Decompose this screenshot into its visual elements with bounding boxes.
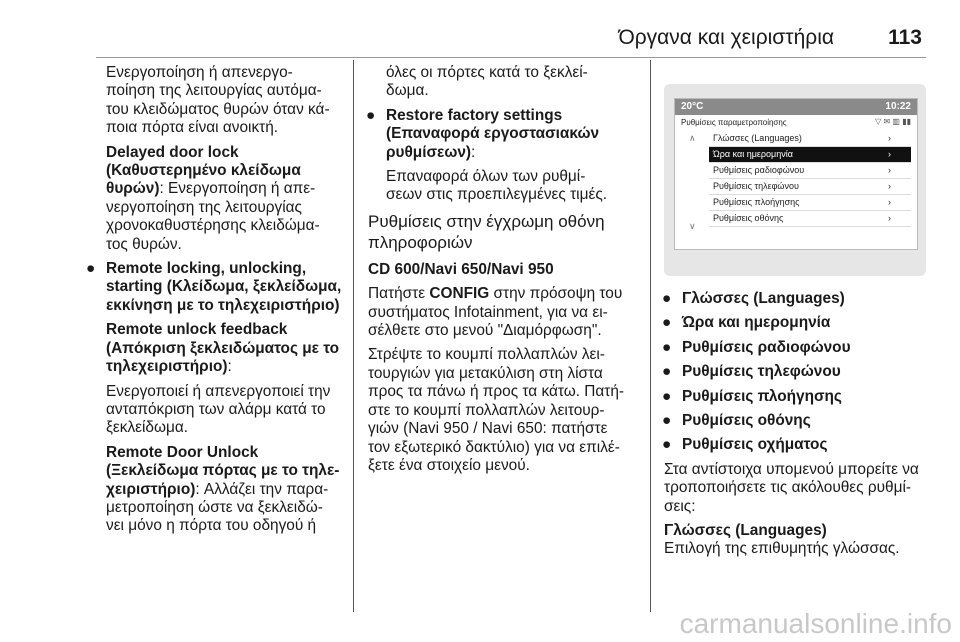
bullet-icon: ● — [662, 338, 672, 356]
settings-bullet-label: Ρυθμίσεις ραδιοφώνου — [682, 338, 851, 356]
column-divider-1 — [353, 60, 354, 612]
screen-subtitle: Ρυθμίσεις παραμετροποίησης — [681, 118, 787, 127]
screen-temperature: 20°C — [681, 101, 704, 112]
config-text-a: Πατήστε — [368, 285, 430, 303]
screen-status-bar — [675, 99, 917, 115]
restore-text: Επαναφορά όλων των ρυθμί- σεων στις προεπιλεγμένες τιμές. — [386, 168, 608, 204]
page-header — [0, 22, 960, 54]
screen-menu-item-label: Ρυθμίσεις ραδιοφώνου — [713, 165, 805, 175]
submenu-paragraph: Στα αντίστοιχα υπομενού μπορείτε να τροποποιήσετε τις ακόλουθες ρυθμί- σεις: — [664, 460, 919, 515]
column-divider-2 — [650, 60, 651, 612]
screen-time: 10:22 — [885, 101, 911, 112]
languages-title: Γλώσσες (Languages) — [664, 522, 827, 540]
restore-colon: : — [471, 143, 476, 161]
page-title: Όργανα και χειριστήρια — [618, 26, 834, 49]
chevron-right-icon: › — [888, 133, 891, 143]
turn-knob-paragraph: Στρέψτε το κουμπί πολλαπλών λει- τουργιών για μετακύλιση στη λίστα προς τα πάνω ή προς τα κάτω. Πατή- στε το κουμπί πολλαπλών λειτουρ- γιών (Navi 950 / Navi 650: πατήστε τον εξωτερικό δακτύλιο) για να επιλέ- ξετε ένα στοιχείο μενού. — [368, 346, 625, 474]
bullet-icon: ● — [662, 290, 672, 307]
scroll-down-icon: ∨ — [689, 221, 696, 231]
chevron-right-icon: › — [888, 165, 891, 175]
settings-bullet-label: Ρυθμίσεις τηλεφώνου — [682, 363, 841, 381]
screen-menu-item — [709, 195, 911, 211]
settings-bullet-label: Ρυθμίσεις οθόνης — [682, 412, 811, 430]
settings-bullet-item — [664, 436, 954, 454]
restore-paragraph — [386, 107, 648, 162]
rdu-continued-text: όλες οι πόρτες κατά το ξεκλεί- δωμα. — [386, 64, 588, 100]
column-3 — [664, 290, 954, 565]
settings-bullet-item — [664, 290, 954, 308]
rdu-paragraph — [88, 444, 350, 536]
screen-menu-item-label: Ρυθμίσεις τηλεφώνου — [713, 181, 799, 191]
chevron-right-icon: › — [888, 197, 891, 207]
column-1 — [88, 64, 350, 542]
screen-menu-item-label: Ώρα και ημερομηνία — [713, 149, 793, 159]
settings-bullet-label: Ρυθμίσεις πλοήγησης — [682, 387, 842, 405]
remote-locking-title: Remote locking, unlocking, starting (Κλείδωμα, ξεκλείδωμα, εκκίνηση με το τηλεχειριστήριο) — [106, 260, 342, 314]
scroll-up-icon: ∧ — [689, 133, 696, 143]
bullet-icon: ● — [662, 363, 672, 381]
screen-menu-item-label: Ρυθμίσεις οθόνης — [713, 213, 784, 223]
page-number: 113 — [888, 26, 922, 49]
header-rule — [96, 57, 926, 58]
settings-bullet-item — [664, 314, 954, 332]
chevron-right-icon: › — [888, 213, 891, 223]
feedback-paragraph — [106, 321, 350, 376]
bullet-icon: ● — [366, 106, 376, 124]
section-heading: Ρυθμίσεις στην έγχρωμη οθόνη πληροφοριών — [368, 211, 605, 252]
settings-bullet-item — [664, 363, 954, 381]
auto-lock-text: Ενεργοποίηση ή απενεργο- ποίηση της λειτουργίας αυτόμα- του κλειδώματος θυρών όταν κά- ποια πόρτα είναι ανοικτή. — [106, 64, 330, 137]
chevron-right-icon: › — [888, 149, 891, 159]
screen-menu-item-label: Ρυθμίσεις πλοήγησης — [713, 197, 800, 207]
bullet-icon: ● — [662, 436, 672, 454]
screen-menu-list — [709, 131, 911, 227]
screen-menu-item-label: Γλώσσες (Languages) — [713, 133, 802, 143]
screen-menu-item — [709, 163, 911, 179]
bullet-icon: ● — [86, 260, 96, 278]
languages-text: Επιλογή της επιθυμητής γλώσσας. — [664, 540, 900, 558]
watermark: carmanualsonline.info — [679, 608, 952, 639]
feedback-title: Remote unlock feedback (Απόκριση ξεκλειδώματος με το τηλεχειριστήριο) — [106, 321, 340, 376]
chevron-right-icon: › — [888, 181, 891, 191]
infotainment-screen — [674, 98, 918, 250]
screen-illustration — [664, 84, 926, 276]
config-text-b: στην πρόσοψη του συστήματος Infotainment, για να ει- σέλθετε στο μενού "Διαμόρφωση". — [368, 285, 623, 340]
screen-menu-item — [709, 179, 911, 195]
screen-menu-item-selected — [709, 147, 911, 163]
column-2 — [368, 64, 648, 481]
settings-bullet-label: Γλώσσες (Languages) — [682, 290, 845, 307]
settings-bullet-label: Ώρα και ημερομηνία — [682, 314, 831, 332]
status-icons: ▽ ✉ ▥ ▮▮ — [875, 117, 911, 126]
bullet-icon: ● — [662, 314, 672, 332]
bullet-icon: ● — [662, 412, 672, 430]
models-heading: CD 600/Navi 650/Navi 950 — [368, 260, 554, 278]
screen-menu-item — [709, 211, 911, 227]
delayed-lock-title: Delayed door lock (Καθυστερημένο κλείδωμα θυρών) — [106, 143, 301, 198]
remote-locking-item — [88, 260, 350, 376]
settings-bullet-item — [664, 388, 954, 406]
rdu-text: : Αλλάζει την παρα- μετροποίηση ώστε να ξεκλειδώ- νει μόνο η πόρτα του οδηγού ή — [106, 480, 329, 535]
screen-subtitle-bar — [675, 115, 917, 129]
settings-bullet-label: Ρυθμίσεις οχήματος — [682, 436, 828, 454]
feedback-text: Ενεργοποιεί ή απενεργοποιεί την ανταπόκριση των αλάρμ κατά το ξεκλείδωμα. — [106, 382, 331, 437]
screen-menu-item — [709, 131, 911, 147]
feedback-colon: : — [227, 358, 232, 376]
config-key: CONFIG — [429, 285, 490, 303]
config-paragraph — [368, 285, 648, 340]
settings-bullet-item — [664, 412, 954, 430]
delayed-lock-paragraph — [88, 144, 350, 254]
rdu-title: Remote Door Unlock (Ξεκλείδωμα πόρτας με το τηλε- χειριστήριο) — [106, 443, 340, 498]
bullet-icon: ● — [662, 387, 672, 405]
restore-item — [368, 107, 648, 205]
settings-bullet-item — [664, 339, 954, 357]
restore-title: Restore factory settings (Επαναφορά εργοστασιακών ρυθμίσεων) — [386, 106, 600, 161]
delayed-lock-text: : Ενεργοποίηση ή απε- νεργοποίηση της λειτουργίας χρονοκαθυστέρησης κλειδώμα- τος θυρών. — [106, 180, 320, 253]
